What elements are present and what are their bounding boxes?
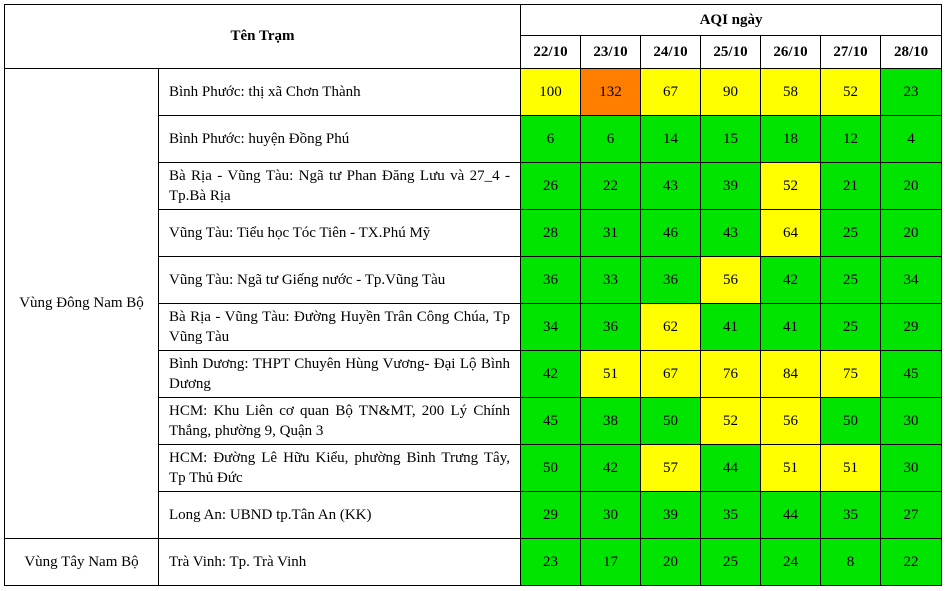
aqi-value: 34: [881, 257, 942, 304]
date-header: 22/10: [521, 36, 581, 69]
aqi-value: 36: [521, 257, 581, 304]
aqi-value: 21: [821, 163, 881, 210]
aqi-value: 36: [641, 257, 701, 304]
aqi-value: 45: [521, 398, 581, 445]
station-name: Bà Rịa - Vũng Tàu: Ngã tư Phan Đăng Lưu và 27_4 - Tp.Bà Rịa: [159, 163, 521, 210]
station-name: Bà Rịa - Vũng Tàu: Đường Huyền Trân Công Chúa, Tp Vũng Tàu: [159, 304, 521, 351]
aqi-value: 100: [521, 69, 581, 116]
aqi-value: 56: [761, 398, 821, 445]
aqi-value: 44: [761, 492, 821, 539]
aqi-value: 52: [761, 163, 821, 210]
station-name: Trà Vinh: Tp. Trà Vinh: [159, 539, 521, 586]
aqi-value: 50: [641, 398, 701, 445]
aqi-value: 43: [701, 210, 761, 257]
aqi-value: 18: [761, 116, 821, 163]
aqi-value: 30: [881, 398, 942, 445]
station-name: Long An: UBND tp.Tân An (KK): [159, 492, 521, 539]
aqi-value: 39: [701, 163, 761, 210]
table-row: [5, 69, 942, 116]
aqi-value: 35: [701, 492, 761, 539]
aqi-value: 15: [701, 116, 761, 163]
aqi-value: 67: [641, 69, 701, 116]
aqi-value: 20: [641, 539, 701, 586]
aqi-value: 28: [521, 210, 581, 257]
aqi-value: 56: [701, 257, 761, 304]
aqi-value: 4: [881, 116, 942, 163]
aqi-value: 58: [761, 69, 821, 116]
aqi-group-header: AQI ngày: [521, 5, 942, 36]
aqi-value: 26: [521, 163, 581, 210]
aqi-value: 24: [761, 539, 821, 586]
aqi-value: 25: [821, 210, 881, 257]
aqi-value: 67: [641, 351, 701, 398]
aqi-value: 25: [701, 539, 761, 586]
station-column-header: Tên Trạm: [5, 5, 521, 69]
aqi-value: 36: [581, 304, 641, 351]
aqi-value: 23: [881, 69, 942, 116]
aqi-value: 12: [821, 116, 881, 163]
station-name: Bình Phước: thị xã Chơn Thành: [159, 69, 521, 116]
date-header: 25/10: [701, 36, 761, 69]
aqi-value: 90: [701, 69, 761, 116]
aqi-value: 27: [881, 492, 942, 539]
aqi-value: 52: [821, 69, 881, 116]
station-name: Bình Dương: THPT Chuyên Hùng Vương- Đại Lộ Bình Dương: [159, 351, 521, 398]
region-cell: Vùng Đông Nam Bộ: [5, 69, 159, 539]
aqi-value: 23: [521, 539, 581, 586]
aqi-value: 6: [581, 116, 641, 163]
aqi-value: 38: [581, 398, 641, 445]
aqi-value: 64: [761, 210, 821, 257]
aqi-value: 25: [821, 257, 881, 304]
aqi-value: 29: [521, 492, 581, 539]
aqi-value: 22: [581, 163, 641, 210]
aqi-value: 46: [641, 210, 701, 257]
date-header: 23/10: [581, 36, 641, 69]
aqi-value: 76: [701, 351, 761, 398]
aqi-value: 62: [641, 304, 701, 351]
aqi-value: 45: [881, 351, 942, 398]
aqi-value: 8: [821, 539, 881, 586]
aqi-value: 34: [521, 304, 581, 351]
aqi-value: 41: [701, 304, 761, 351]
aqi-value: 20: [881, 163, 942, 210]
station-name: HCM: Đường Lê Hữu Kiểu, phường Bình Trưng Tây, Tp Thủ Đức: [159, 445, 521, 492]
aqi-value: 51: [821, 445, 881, 492]
aqi-value: 25: [821, 304, 881, 351]
aqi-value: 51: [761, 445, 821, 492]
aqi-value: 52: [701, 398, 761, 445]
aqi-value: 44: [701, 445, 761, 492]
table-row: [5, 539, 942, 586]
aqi-value: 14: [641, 116, 701, 163]
aqi-value: 30: [881, 445, 942, 492]
aqi-value: 57: [641, 445, 701, 492]
aqi-value: 31: [581, 210, 641, 257]
aqi-value: 33: [581, 257, 641, 304]
date-header: 28/10: [881, 36, 942, 69]
region-cell: Vùng Tây Nam Bộ: [5, 539, 159, 586]
aqi-table: [4, 4, 942, 586]
aqi-value: 132: [581, 69, 641, 116]
date-header: 24/10: [641, 36, 701, 69]
aqi-value: 17: [581, 539, 641, 586]
station-name: HCM: Khu Liên cơ quan Bộ TN&MT, 200 Lý Chính Thắng, phường 9, Quận 3: [159, 398, 521, 445]
station-name: Vũng Tàu: Ngã tư Giếng nước - Tp.Vũng Tàu: [159, 257, 521, 304]
aqi-value: 39: [641, 492, 701, 539]
aqi-value: 50: [821, 398, 881, 445]
aqi-value: 22: [881, 539, 942, 586]
date-header: 26/10: [761, 36, 821, 69]
aqi-value: 42: [521, 351, 581, 398]
aqi-value: 35: [821, 492, 881, 539]
aqi-value: 84: [761, 351, 821, 398]
aqi-value: 41: [761, 304, 821, 351]
date-header: 27/10: [821, 36, 881, 69]
aqi-value: 42: [581, 445, 641, 492]
aqi-value: 50: [521, 445, 581, 492]
station-name: Bình Phước: huyện Đồng Phú: [159, 116, 521, 163]
aqi-value: 20: [881, 210, 942, 257]
aqi-value: 6: [521, 116, 581, 163]
aqi-value: 51: [581, 351, 641, 398]
aqi-value: 42: [761, 257, 821, 304]
aqi-value: 43: [641, 163, 701, 210]
station-name: Vũng Tàu: Tiểu học Tóc Tiên - TX.Phú Mỹ: [159, 210, 521, 257]
aqi-value: 30: [581, 492, 641, 539]
aqi-value: 75: [821, 351, 881, 398]
aqi-value: 29: [881, 304, 942, 351]
